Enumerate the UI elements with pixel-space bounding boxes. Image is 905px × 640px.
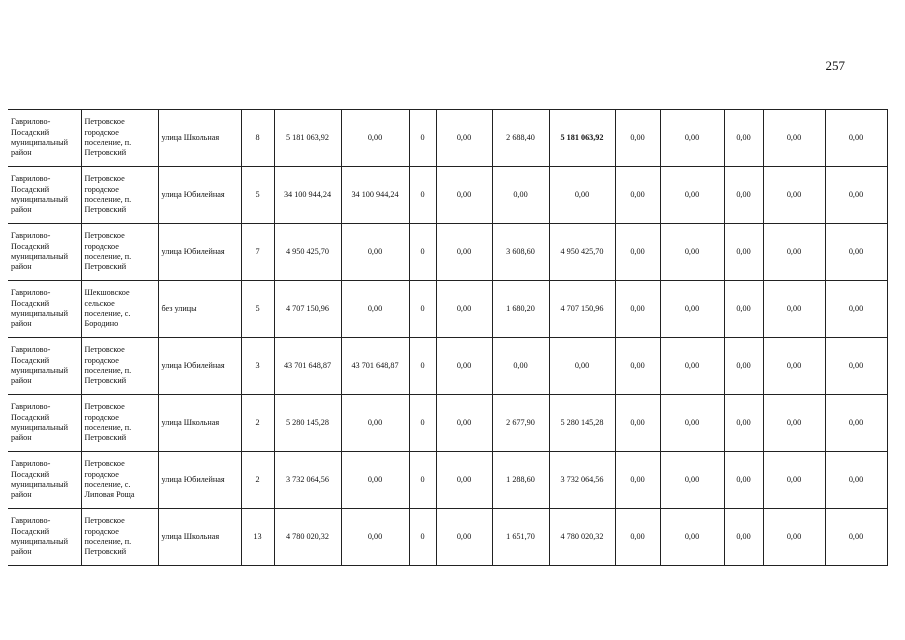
amount-cell: 0,00 [724, 509, 763, 566]
amount-cell: 0,00 [825, 110, 887, 167]
settlement-cell: Петровское городское поселение, п. Петровский [81, 509, 158, 566]
street-cell: улица Юбилейная [158, 338, 241, 395]
amount-cell: 0,00 [660, 281, 724, 338]
amount-cell: 0,00 [724, 395, 763, 452]
street-cell: улица Школьная [158, 110, 241, 167]
district-cell: Гаврилово-Посадский муниципальный район [8, 224, 81, 281]
amount-cell: 0,00 [763, 509, 825, 566]
house-number-cell: 8 [241, 110, 274, 167]
settlement-cell: Петровское городское поселение, п. Петровский [81, 110, 158, 167]
amount-cell: 0,00 [436, 167, 492, 224]
amount-cell: 0,00 [615, 395, 660, 452]
table-row [8, 509, 887, 566]
cost-cell: 4 950 425,70 [549, 224, 615, 281]
amount-cell: 0,00 [660, 338, 724, 395]
table-row [8, 395, 887, 452]
area-cell: 2 677,90 [492, 395, 549, 452]
house-number-cell: 2 [241, 395, 274, 452]
amount-cell: 0,00 [615, 224, 660, 281]
amount-cell: 0,00 [341, 224, 409, 281]
table-row [8, 110, 887, 167]
amount-cell: 0,00 [615, 281, 660, 338]
total-cost-cell: 4 950 425,70 [274, 224, 341, 281]
house-number-cell: 13 [241, 509, 274, 566]
area-cell: 1 651,70 [492, 509, 549, 566]
amount-cell: 0,00 [341, 452, 409, 509]
count-cell: 0 [409, 110, 436, 167]
street-cell: улица Юбилейная [158, 167, 241, 224]
amount-cell: 0,00 [825, 224, 887, 281]
total-cost-cell: 4 780 020,32 [274, 509, 341, 566]
amount-cell: 0,00 [660, 452, 724, 509]
total-cost-cell: 3 732 064,56 [274, 452, 341, 509]
amount-cell: 0,00 [763, 167, 825, 224]
amount-cell: 0,00 [724, 281, 763, 338]
area-cell: 3 608,60 [492, 224, 549, 281]
amount-cell: 0,00 [763, 338, 825, 395]
amount-cell: 0,00 [825, 509, 887, 566]
cost-cell: 4 780 020,32 [549, 509, 615, 566]
amount-cell: 0,00 [660, 224, 724, 281]
settlement-cell: Петровское городское поселение, п. Петровский [81, 167, 158, 224]
district-cell: Гаврилово-Посадский муниципальный район [8, 509, 81, 566]
street-cell: без улицы [158, 281, 241, 338]
count-cell: 0 [409, 452, 436, 509]
cost-cell: 0,00 [549, 338, 615, 395]
street-cell: улица Школьная [158, 509, 241, 566]
amount-cell: 0,00 [436, 509, 492, 566]
count-cell: 0 [409, 224, 436, 281]
amount-cell: 0,00 [436, 281, 492, 338]
amount-cell: 0,00 [436, 224, 492, 281]
house-number-cell: 7 [241, 224, 274, 281]
settlement-cell: Петровское городское поселение, п. Петровский [81, 338, 158, 395]
amount-cell: 0,00 [825, 338, 887, 395]
amount-cell: 0,00 [341, 509, 409, 566]
amount-cell: 0,00 [724, 452, 763, 509]
amount-cell: 0,00 [436, 110, 492, 167]
amount-cell: 0,00 [436, 395, 492, 452]
amount-cell: 0,00 [436, 452, 492, 509]
district-cell: Гаврилово-Посадский муниципальный район [8, 395, 81, 452]
count-cell: 0 [409, 167, 436, 224]
amount-cell: 0,00 [615, 110, 660, 167]
total-cost-cell: 5 181 063,92 [274, 110, 341, 167]
count-cell: 0 [409, 509, 436, 566]
amount-cell: 0,00 [763, 281, 825, 338]
house-number-cell: 3 [241, 338, 274, 395]
amount-cell: 0,00 [763, 452, 825, 509]
amount-cell: 43 701 648,87 [341, 338, 409, 395]
settlement-cell: Петровское городское поселение, п. Петровский [81, 224, 158, 281]
cost-cell: 5 280 145,28 [549, 395, 615, 452]
area-cell: 0,00 [492, 338, 549, 395]
district-cell: Гаврилово-Посадский муниципальный район [8, 167, 81, 224]
house-number-cell: 2 [241, 452, 274, 509]
amount-cell: 0,00 [341, 395, 409, 452]
count-cell: 0 [409, 338, 436, 395]
amount-cell: 0,00 [825, 167, 887, 224]
amount-cell: 0,00 [615, 167, 660, 224]
settlement-cell: Шекшовское сельское поселение, с. Бородино [81, 281, 158, 338]
amount-cell: 0,00 [341, 110, 409, 167]
amount-cell: 0,00 [724, 167, 763, 224]
table-row [8, 452, 887, 509]
total-cost-cell: 34 100 944,24 [274, 167, 341, 224]
amount-cell: 0,00 [825, 452, 887, 509]
total-cost-cell: 4 707 150,96 [274, 281, 341, 338]
amount-cell: 0,00 [825, 281, 887, 338]
amount-cell: 0,00 [615, 509, 660, 566]
street-cell: улица Юбилейная [158, 452, 241, 509]
house-number-cell: 5 [241, 167, 274, 224]
area-cell: 1 680,20 [492, 281, 549, 338]
count-cell: 0 [409, 281, 436, 338]
district-cell: Гаврилово-Посадский муниципальный район [8, 452, 81, 509]
amount-cell: 0,00 [763, 110, 825, 167]
amount-cell: 0,00 [436, 338, 492, 395]
cost-cell: 0,00 [549, 167, 615, 224]
settlement-cell: Петровское городское поселение, п. Петровский [81, 395, 158, 452]
count-cell: 0 [409, 395, 436, 452]
amount-cell: 0,00 [825, 395, 887, 452]
amount-cell: 0,00 [724, 224, 763, 281]
district-cell: Гаврилово-Посадский муниципальный район [8, 281, 81, 338]
table-row [8, 281, 887, 338]
cost-cell: 3 732 064,56 [549, 452, 615, 509]
table-row [8, 224, 887, 281]
house-number-cell: 5 [241, 281, 274, 338]
area-cell: 2 688,40 [492, 110, 549, 167]
district-cell: Гаврилово-Посадский муниципальный район [8, 338, 81, 395]
amount-cell: 0,00 [660, 110, 724, 167]
table-row [8, 338, 887, 395]
housing-register-table [8, 109, 888, 566]
area-cell: 1 288,60 [492, 452, 549, 509]
district-cell: Гаврилово-Посадский муниципальный район [8, 110, 81, 167]
amount-cell: 0,00 [660, 167, 724, 224]
amount-cell: 0,00 [660, 395, 724, 452]
page-number: 257 [825, 58, 845, 73]
area-cell: 0,00 [492, 167, 549, 224]
cost-cell: 5 181 063,92 [549, 110, 615, 167]
total-cost-cell: 5 280 145,28 [274, 395, 341, 452]
cost-cell: 4 707 150,96 [549, 281, 615, 338]
total-cost-cell: 43 701 648,87 [274, 338, 341, 395]
settlement-cell: Петровское городское поселение, с. Липовая Роща [81, 452, 158, 509]
street-cell: улица Юбилейная [158, 224, 241, 281]
amount-cell: 0,00 [724, 110, 763, 167]
street-cell: улица Школьная [158, 395, 241, 452]
amount-cell: 0,00 [724, 338, 763, 395]
amount-cell: 0,00 [763, 224, 825, 281]
amount-cell: 34 100 944,24 [341, 167, 409, 224]
amount-cell: 0,00 [615, 452, 660, 509]
table-row [8, 167, 887, 224]
amount-cell: 0,00 [615, 338, 660, 395]
amount-cell: 0,00 [763, 395, 825, 452]
amount-cell: 0,00 [660, 509, 724, 566]
amount-cell: 0,00 [341, 281, 409, 338]
